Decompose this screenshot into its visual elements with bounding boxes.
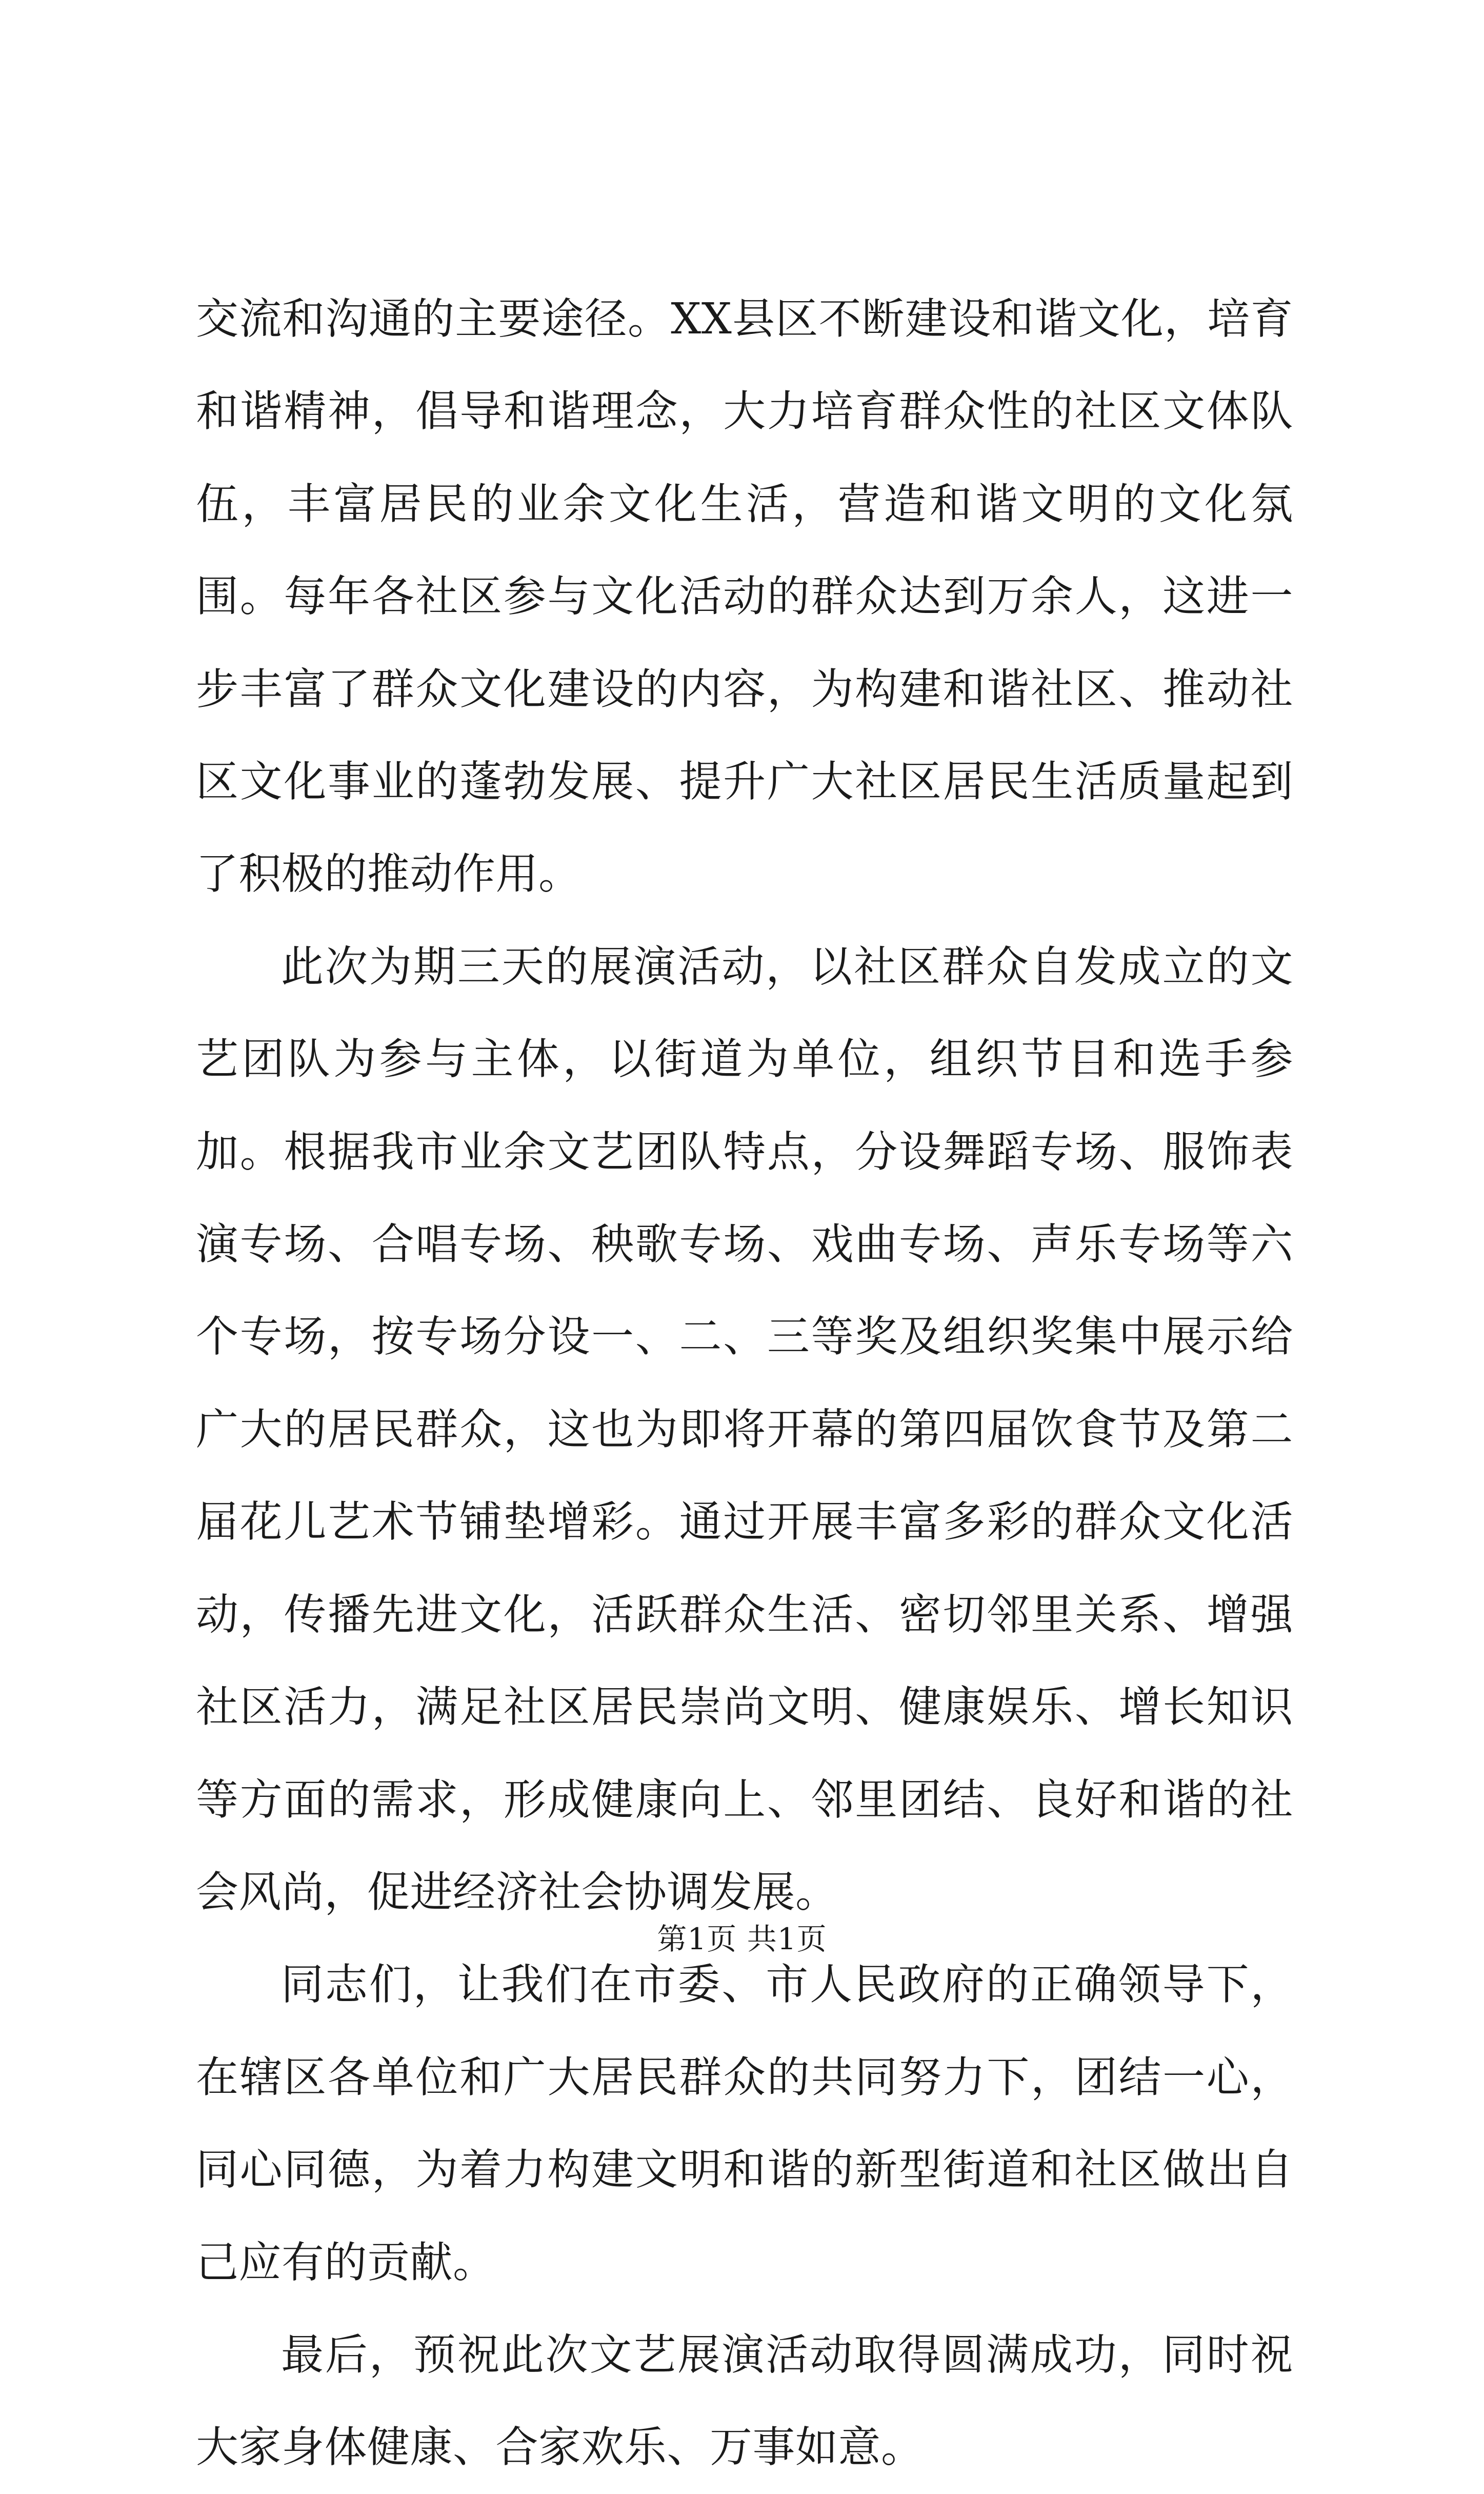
paragraph-3: 同志们，让我们在市委、市人民政府的正确领导下，在辖区各单位和广大居民群众的共同努力下，团结一心，同心同德，为着力构建文明和谐的新型街道和社区做出自己应有的贡献。 <box>196 1959 1293 2287</box>
document-body <box>196 273 1293 2494</box>
paragraph-1: 交流和沟通的主要途径。XX县区不断建设和谐文化，培育和谐精神，倡导和谐理念，大力培育群众性的社区文体队伍，丰富居民的业余文化生活，营造和谐文明的文化氛围。每年各社区参与文化活动的群众达到万余人，这进一步丰富了群众文化建设的内容，为构建和谐社区、推动社区文化事业的蓬勃发展、提升广大社区居民生活质量起到了积极的推动作用。 <box>196 294 1293 899</box>
paragraph-2: 此次为期三天的展演活动，以社区群众自发成立的文艺团队为参与主体，以街道为单位，组织节目和选手参加。根据我市业余文艺团队特点，分设舞蹈专场、服饰表演专场、合唱专场、秧歌专场、戏曲专场、声乐专场等六个专场，按专场分设一、二、三等奖及组织奖集中展示给广大的居民群众，这也为即将开幕的第四届饮食节及第二届花儿艺术节铺垫增彩。通过开展丰富多彩的群众文化活动，传播先进文化，活跃群众生活、密切邻里关系、增强社区活力，满足社区居民崇尚文明、健康娱乐、增长知识等方面的需求，形成健康向上、邻里团结、良好和谐的社会风尚，促进经济社会协调发展。 <box>196 941 1293 1917</box>
paragraph-4: 最后，预祝此次文艺展演活动取得圆满成功，同时祝大家身体健康、合家欢乐、万事如意。 <box>196 2329 1293 2472</box>
page-number-footer: 第1页 共1页 <box>657 1922 827 1956</box>
